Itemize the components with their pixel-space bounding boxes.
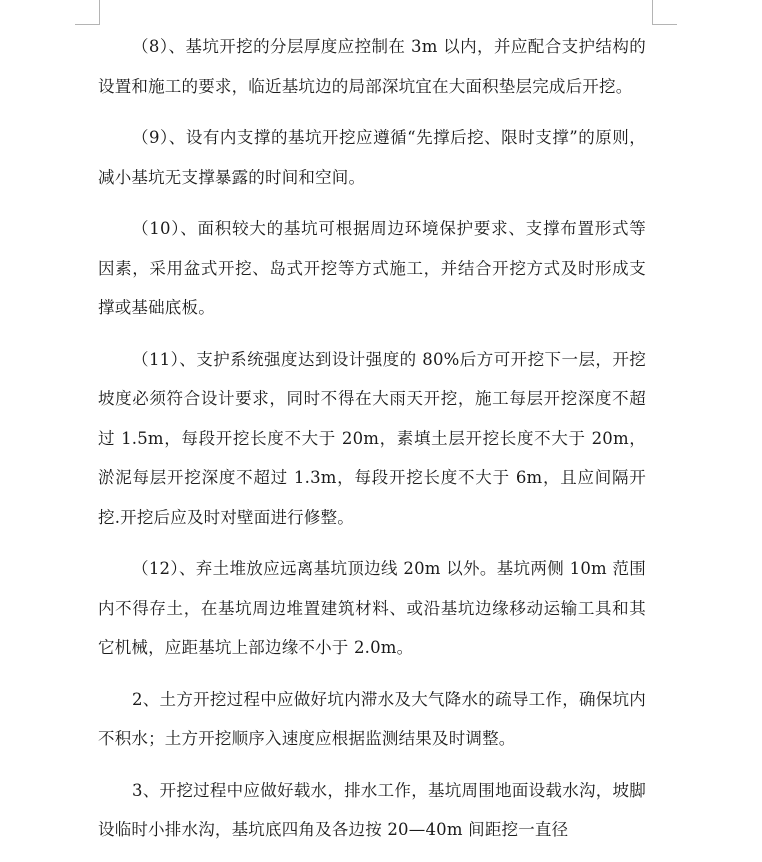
- paragraph-item-12: （12）、弃土堆放应远离基坑顶边线 20m 以外。基坑两侧 10m 范围内不得存土，在基坑周边堆置建筑材料、或沿基坑边缘移动运输工具和其它机械，应距基坑上部边缘不小于 2.0m。: [98, 559, 646, 657]
- paragraph-item-10: （10）、面积较大的基坑可根据周边环境保护要求、支撑布置形式等因素，采用盆式开挖、岛式开挖等方式施工，并结合开挖方式及时形成支撑或基础底板。: [98, 219, 646, 317]
- paragraph-item-11: （11）、支护系统强度达到设计强度的 80%后方可开挖下一层，开挖坡度必须符合设计要求，同时不得在大雨天开挖，施工每层开挖深度不超过 1.5m，每段开挖长度不大于 20m，素填土层开挖长度不大于 20m，淤泥每层开挖深度不超过 1.3m，每段开挖长度不大于 6m，且应间隔开挖.开挖后应及时对壁面进行修整。: [98, 349, 646, 527]
- paragraph-section-3: 3、开挖过程中应做好载水，排水工作，基坑周围地面设载水沟，坡脚设临时小排水沟，基坑底四角及各边按 20—40m 间距挖一直径: [98, 780, 646, 839]
- crop-mark-top-left-horizontal: [75, 24, 100, 25]
- crop-mark-top-right-horizontal: [652, 24, 677, 25]
- paragraph-item-9: （9）、设有内支撑的基坑开挖应遵循“先撑后挖、限时支撑”的原则，减小基坑无支撑暴露的时间和空间。: [98, 128, 646, 187]
- document-body: [98, 27, 646, 862]
- paragraph-item-8: （8）、基坑开挖的分层厚度应控制在 3m 以内，并应配合支护结构的设置和施工的要求，临近基坑边的局部深坑宜在大面积垫层完成后开挖。: [98, 37, 646, 96]
- crop-mark-top-left-vertical: [99, 0, 100, 24]
- paragraph-section-2: 2、土方开挖过程中应做好坑内滞水及大气降水的疏导工作，确保坑内不积水；土方开挖顺序入速度应根据监测结果及时调整。: [98, 689, 646, 748]
- crop-mark-top-right-vertical: [652, 0, 653, 24]
